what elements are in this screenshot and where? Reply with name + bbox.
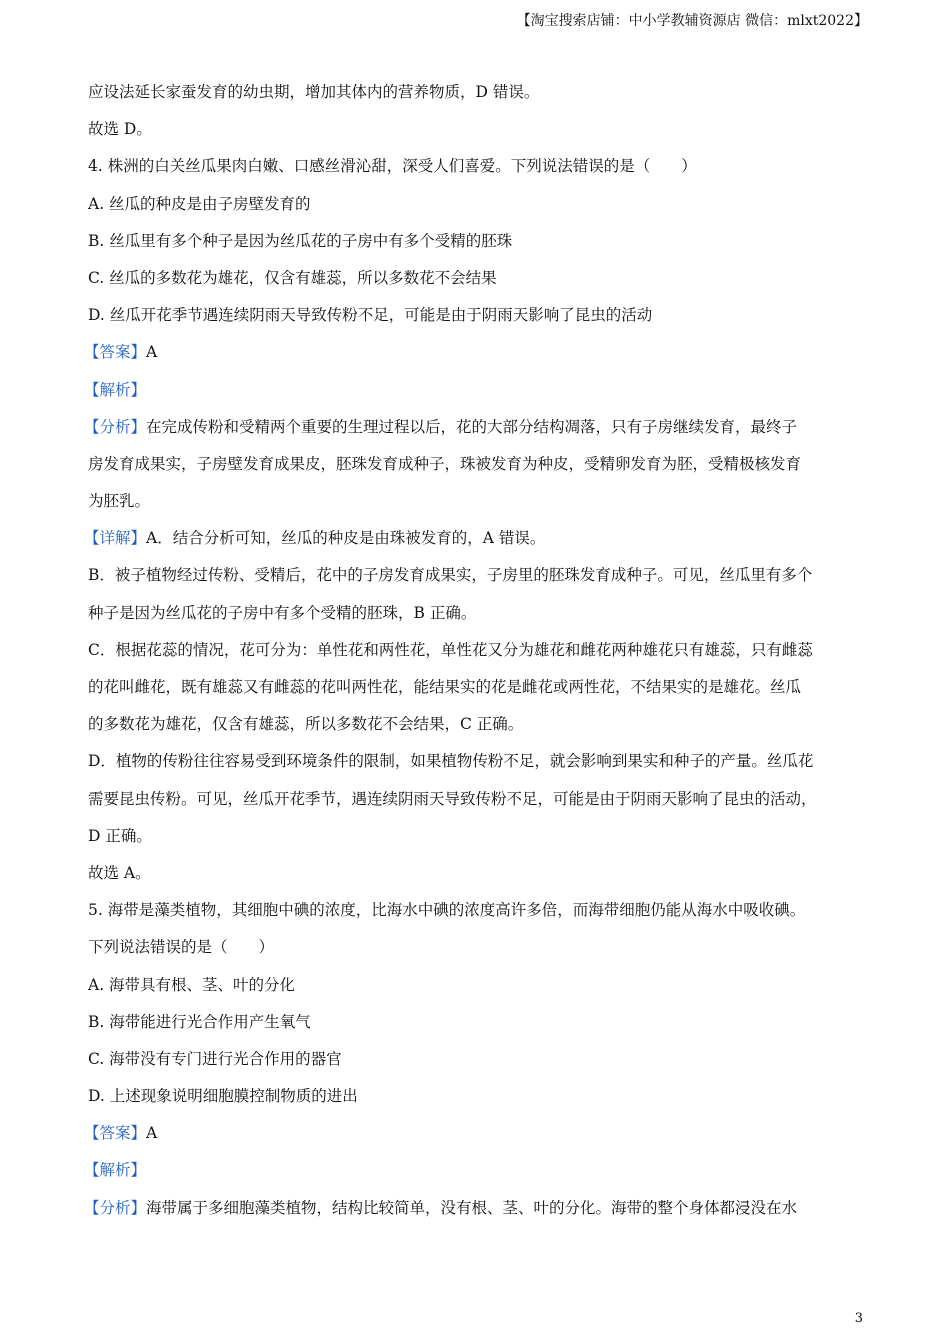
line-text: B．被子植物经过传粉、受精后，花中的子房发育成果实，子房里的胚珠发育成种子。可见，丝瓜里有多个 [88,566,813,585]
text-line [84,1190,866,1227]
line-text: C．根据花蕊的情况，花可分为：单性花和两性花，单性花又分为雄花和雌花两种雄花只有雄蕊，只有雌蕊 [88,640,813,659]
section-label: 【分析】 [84,1198,147,1217]
text-line [88,297,866,334]
text-line [88,967,866,1004]
section-label: 【答案】 [84,1124,147,1143]
section-label: 【解析】 [84,1161,147,1180]
text-line [88,818,866,855]
text-line [88,669,866,706]
text-line [88,260,866,297]
section-label: 【答案】 [84,343,147,362]
text-line [88,1078,866,1115]
text-line [88,446,866,483]
text-line [88,1041,866,1078]
text-line [88,483,866,520]
section-label: 【解析】 [84,380,147,399]
text-line [88,1004,866,1041]
line-text: 故选 D。 [88,120,152,139]
line-text: 的多数花为雄花，仅含有雄蕊，所以多数花不会结果，C 正确。 [88,715,524,734]
text-line [88,74,866,111]
line-text: D. 上述现象说明细胞膜控制物质的进出 [88,1087,358,1106]
text-line [84,1152,866,1189]
text-line [88,706,866,743]
line-text: C. 丝瓜的多数花为雄花，仅含有雄蕊，所以多数花不会结果 [88,268,497,287]
text-line [88,892,866,929]
line-text: B. 丝瓜里有多个种子是因为丝瓜花的子房中有多个受精的胚珠 [88,231,513,250]
line-text: 4. 株洲的白关丝瓜果肉白嫩、口感丝滑沁甜，深受人们喜爱。下列说法错误的是（ ） [88,157,697,176]
line-text: 应设法延长家蚕发育的幼虫期，增加其体内的营养物质，D 错误。 [88,83,540,101]
text-line [84,520,866,557]
line-text: D 正确。 [88,826,152,845]
line-text: 下列说法错误的是（ ） [88,938,275,957]
text-line [84,409,866,446]
text-line [84,334,866,371]
document-body [84,74,866,1227]
section-label: 【详解】 [84,529,147,548]
line-text: C. 海带没有专门进行光合作用的器官 [88,1049,342,1068]
line-text: 故选 A。 [88,863,151,882]
line-text: 房发育成果实，子房壁发育成果皮，胚珠发育成种子，珠被发育为种皮，受精卵发育为胚，受精极核发育 [88,454,802,473]
text-line [88,632,866,669]
line-text: D. 丝瓜开花季节遇连续阴雨天导致传粉不足，可能是由于阴雨天影响了昆虫的活动 [88,306,653,325]
line-text: 种子是因为丝瓜花的子房中有多个受精的胚珠，B 正确。 [88,603,477,622]
text-line [88,111,866,148]
line-text: 的花叫雌花，既有雄蕊又有雌蕊的花叫两性花，能结果实的花是雌花或两性花，不结果实的是雄花。丝瓜 [88,678,802,696]
text-line [88,743,866,780]
line-text: 在完成传粉和受精两个重要的生理过程以后，花的大部分结构凋落，只有子房继续发育，最终子 [146,417,798,436]
section-label: 【分析】 [84,417,147,436]
text-line [88,186,866,223]
line-text: B. 海带能进行光合作用产生氧气 [88,1012,311,1031]
line-text: 5. 海带是藻类植物，其细胞中碘的浓度，比海水中碘的浓度高许多倍，而海带细胞仍能从海水中吸收碘。 [88,901,806,920]
line-text: A．结合分析可知，丝瓜的种皮是由珠被发育的，A 错误。 [146,529,546,548]
line-text: A [146,1124,158,1143]
page-header: 【淘宝搜索店铺：中小学教辅资源店 微信：mlxt2022】 [516,13,868,29]
page-number: 3 [854,1311,863,1326]
text-line [88,781,866,818]
line-text: A. 丝瓜的种皮是由子房壁发育的 [88,194,311,213]
text-line [88,223,866,260]
text-line [88,595,866,632]
line-text: A [146,343,158,362]
line-text: A. 海带具有根、茎、叶的分化 [88,975,296,994]
text-line [88,557,866,594]
line-text: 需要昆虫传粉。可见，丝瓜开花季节，遇连续阴雨天导致传粉不足，可能是由于阴雨天影响了昆虫的活动， [88,789,817,808]
line-text: 为胚乳。 [88,492,151,511]
text-line [88,148,866,185]
line-text: D．植物的传粉往往容易受到环境条件的限制，如果植物传粉不足，就会影响到果实和种子的产量。丝瓜花 [88,752,814,771]
text-line [88,929,866,966]
text-line [84,372,866,409]
line-text: 海带属于多细胞藻类植物，结构比较简单，没有根、茎、叶的分化。海带的整个身体都浸没在水 [146,1198,798,1217]
text-line [88,855,866,892]
text-line [84,1115,866,1152]
